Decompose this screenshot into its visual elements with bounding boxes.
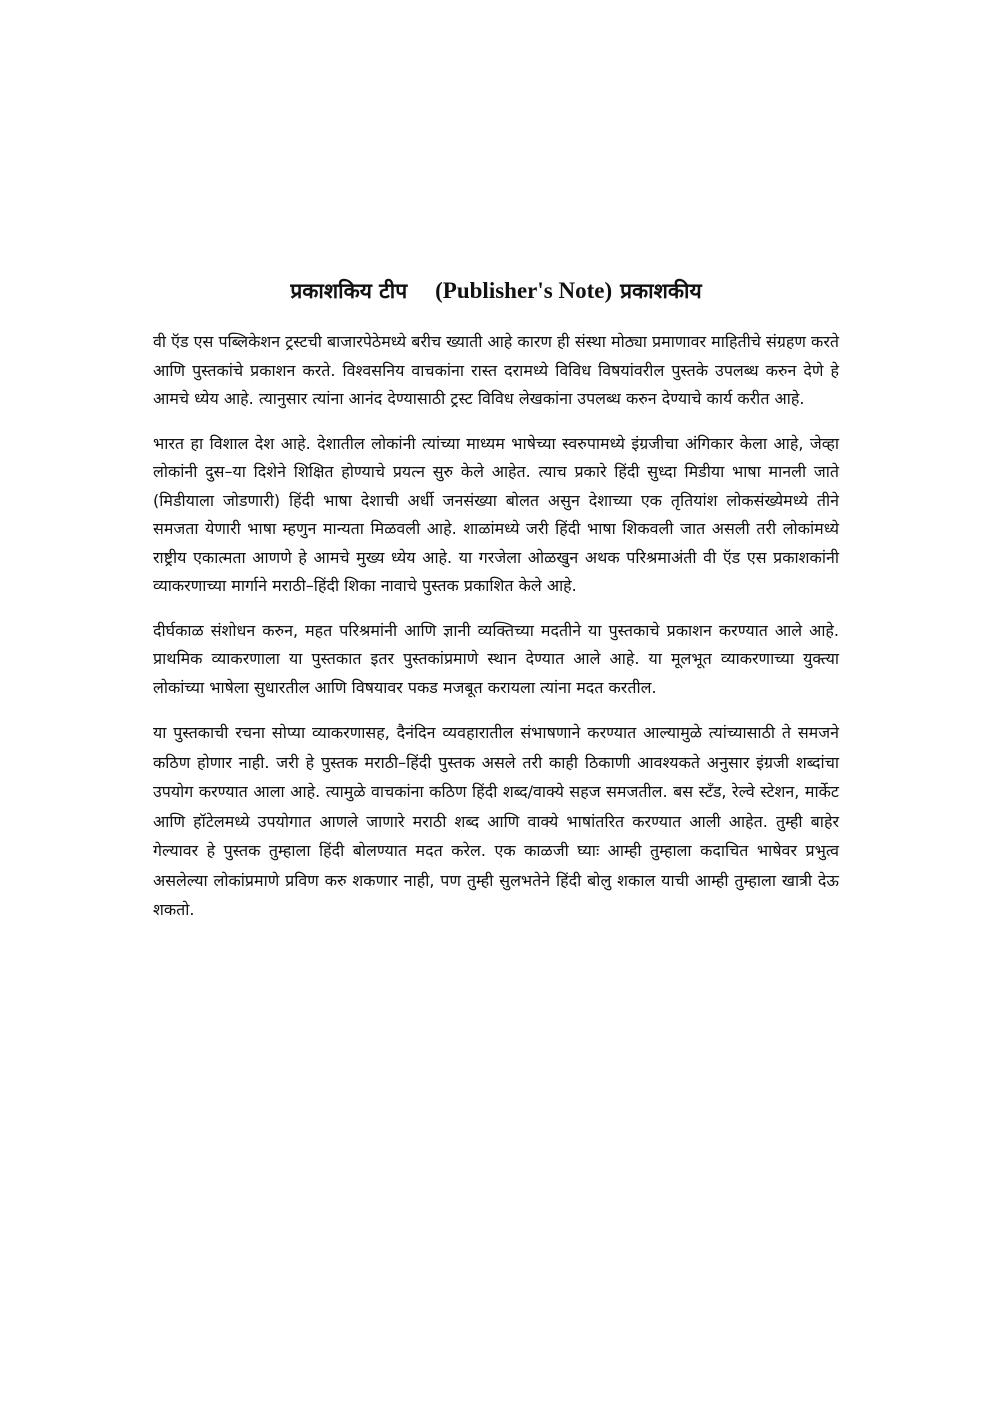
paragraph-4: या पुस्तकाची रचना सोप्या व्याकरणासह, दैनंदिन व्यवहारातील संभाषणाने करण्यात आल्यामुळे त्यांच्यासाठी ते समजने कठिण होणार नाही. जरी हे पुस्तक मराठी–हिंदी पुस्तक असले तरी काही ठिकाणी आवश्यकते अनुसार इंग्रजी शब्दांचा उपयोग करण्यात आला आहे. त्यामुळे वाचकांना कठिण हिंदी शब्द/वाक्ये सहज समजतील. बस स्टॅंड, रेल्वे स्टेशन, मार्केट आणि हॉटेलमध्ये उपयोगात आणले जाणारे मराठी शब्द आणि वाक्ये भाषांतरित करण्यात आली आहेत. तुम्ही बाहेर गेल्यावर हे पुस्तक तुम्हाला हिंदी बोलण्यात मदत करेल. एक काळजी घ्याः आम्ही तुम्हाला कदाचित भाषेवर प्रभुत्व असलेल्या लोकांप्रमाणे प्रविण करु शकणार नाही, पण तुम्ही सुलभतेने हिंदी बोलु शकाल याची आम्ही तुम्हाला खात्री देऊ शकतो. <box>153 723 839 919</box>
title-marathi-right: प्रकाशकीय <box>620 279 702 303</box>
paragraph-2: भारत हा विशाल देश आहे. देशातील लोकांनी त्यांच्या माध्यम भाषेच्या स्वरुपामध्ये इंग्रजीचा अंगिकार केला आहे, जेव्हा लोकांनी दुस–या दिशेने शिक्षित होण्याचे प्रयत्न सुरु केले आहेत. त्याच प्रकारे हिंदी सुध्दा मिडीया भाषा मानली जाते (मिडीयाला जोडणारी) हिंदी भाषा देशाची अर्धी जनसंख्या बोलत असुन देशाच्या एक तृतियांश लोकसंख्येमध्ये तीने समजता येणारी भाषा म्हणुन मान्यता मिळवली आहे. शाळांमध्ये जरी हिंदी भाषा शिकवली जात असली तरी लोकांमध्ये राष्ट्रीय एकात्मता आणणे हे आमचे मुख्य ध्येय आहे. या गरजेला ओळखुन अथक परिश्रमाअंती वी ऍड एस प्रकाशकांनी व्याकरणाच्या मार्गाने मराठी–हिंदी शिका नावाचे पुस्तक प्रकाशित केले आहे. <box>153 433 839 595</box>
title-english: (Publisher's Note) <box>435 278 613 303</box>
paragraph-3: दीर्घकाळ संशोधन करुन, महत परिश्रमांनी आणि ज्ञानी व्यक्तिच्या मदतीने या पुस्तकाचे प्रकाशन करण्यात आले आहे. प्राथमिक व्याकरणाला या पुस्तकात इतर पुस्तकांप्रमाणे स्थान देण्यात आले आहे. या मूलभूत व्याकरणाच्या युक्त्या लोकांच्या भाषेला सुधारतील आणि विषयावर पकड मजबूत करायला त्यांना मदत करतील. <box>153 620 839 697</box>
page-title <box>150 276 842 306</box>
note-body <box>153 328 839 925</box>
paragraph-1: वी ऍड एस पब्लिकेशन ट्रस्टची बाजारपेठेमध्ये बरीच ख्याती आहे कारण ही संस्था मोठ्या प्रमाणावर माहितीचे संग्रहण करते आणि पुस्तकांचे प्रकाशन करते. विश्वसनिय वाचकांना रास्त दरामध्ये विविध विषयांवरील पुस्तके उपलब्ध करुन देणे हे आमचे ध्येय आहे. त्यानुसार त्यांना आनंद देण्यासाठी ट्रस्ट विविध लेखकांना उपलब्ध करुन देण्याचे कार्य करीत आहे. <box>153 332 839 408</box>
title-marathi-left: प्रकाशकिय टीप <box>290 279 408 303</box>
